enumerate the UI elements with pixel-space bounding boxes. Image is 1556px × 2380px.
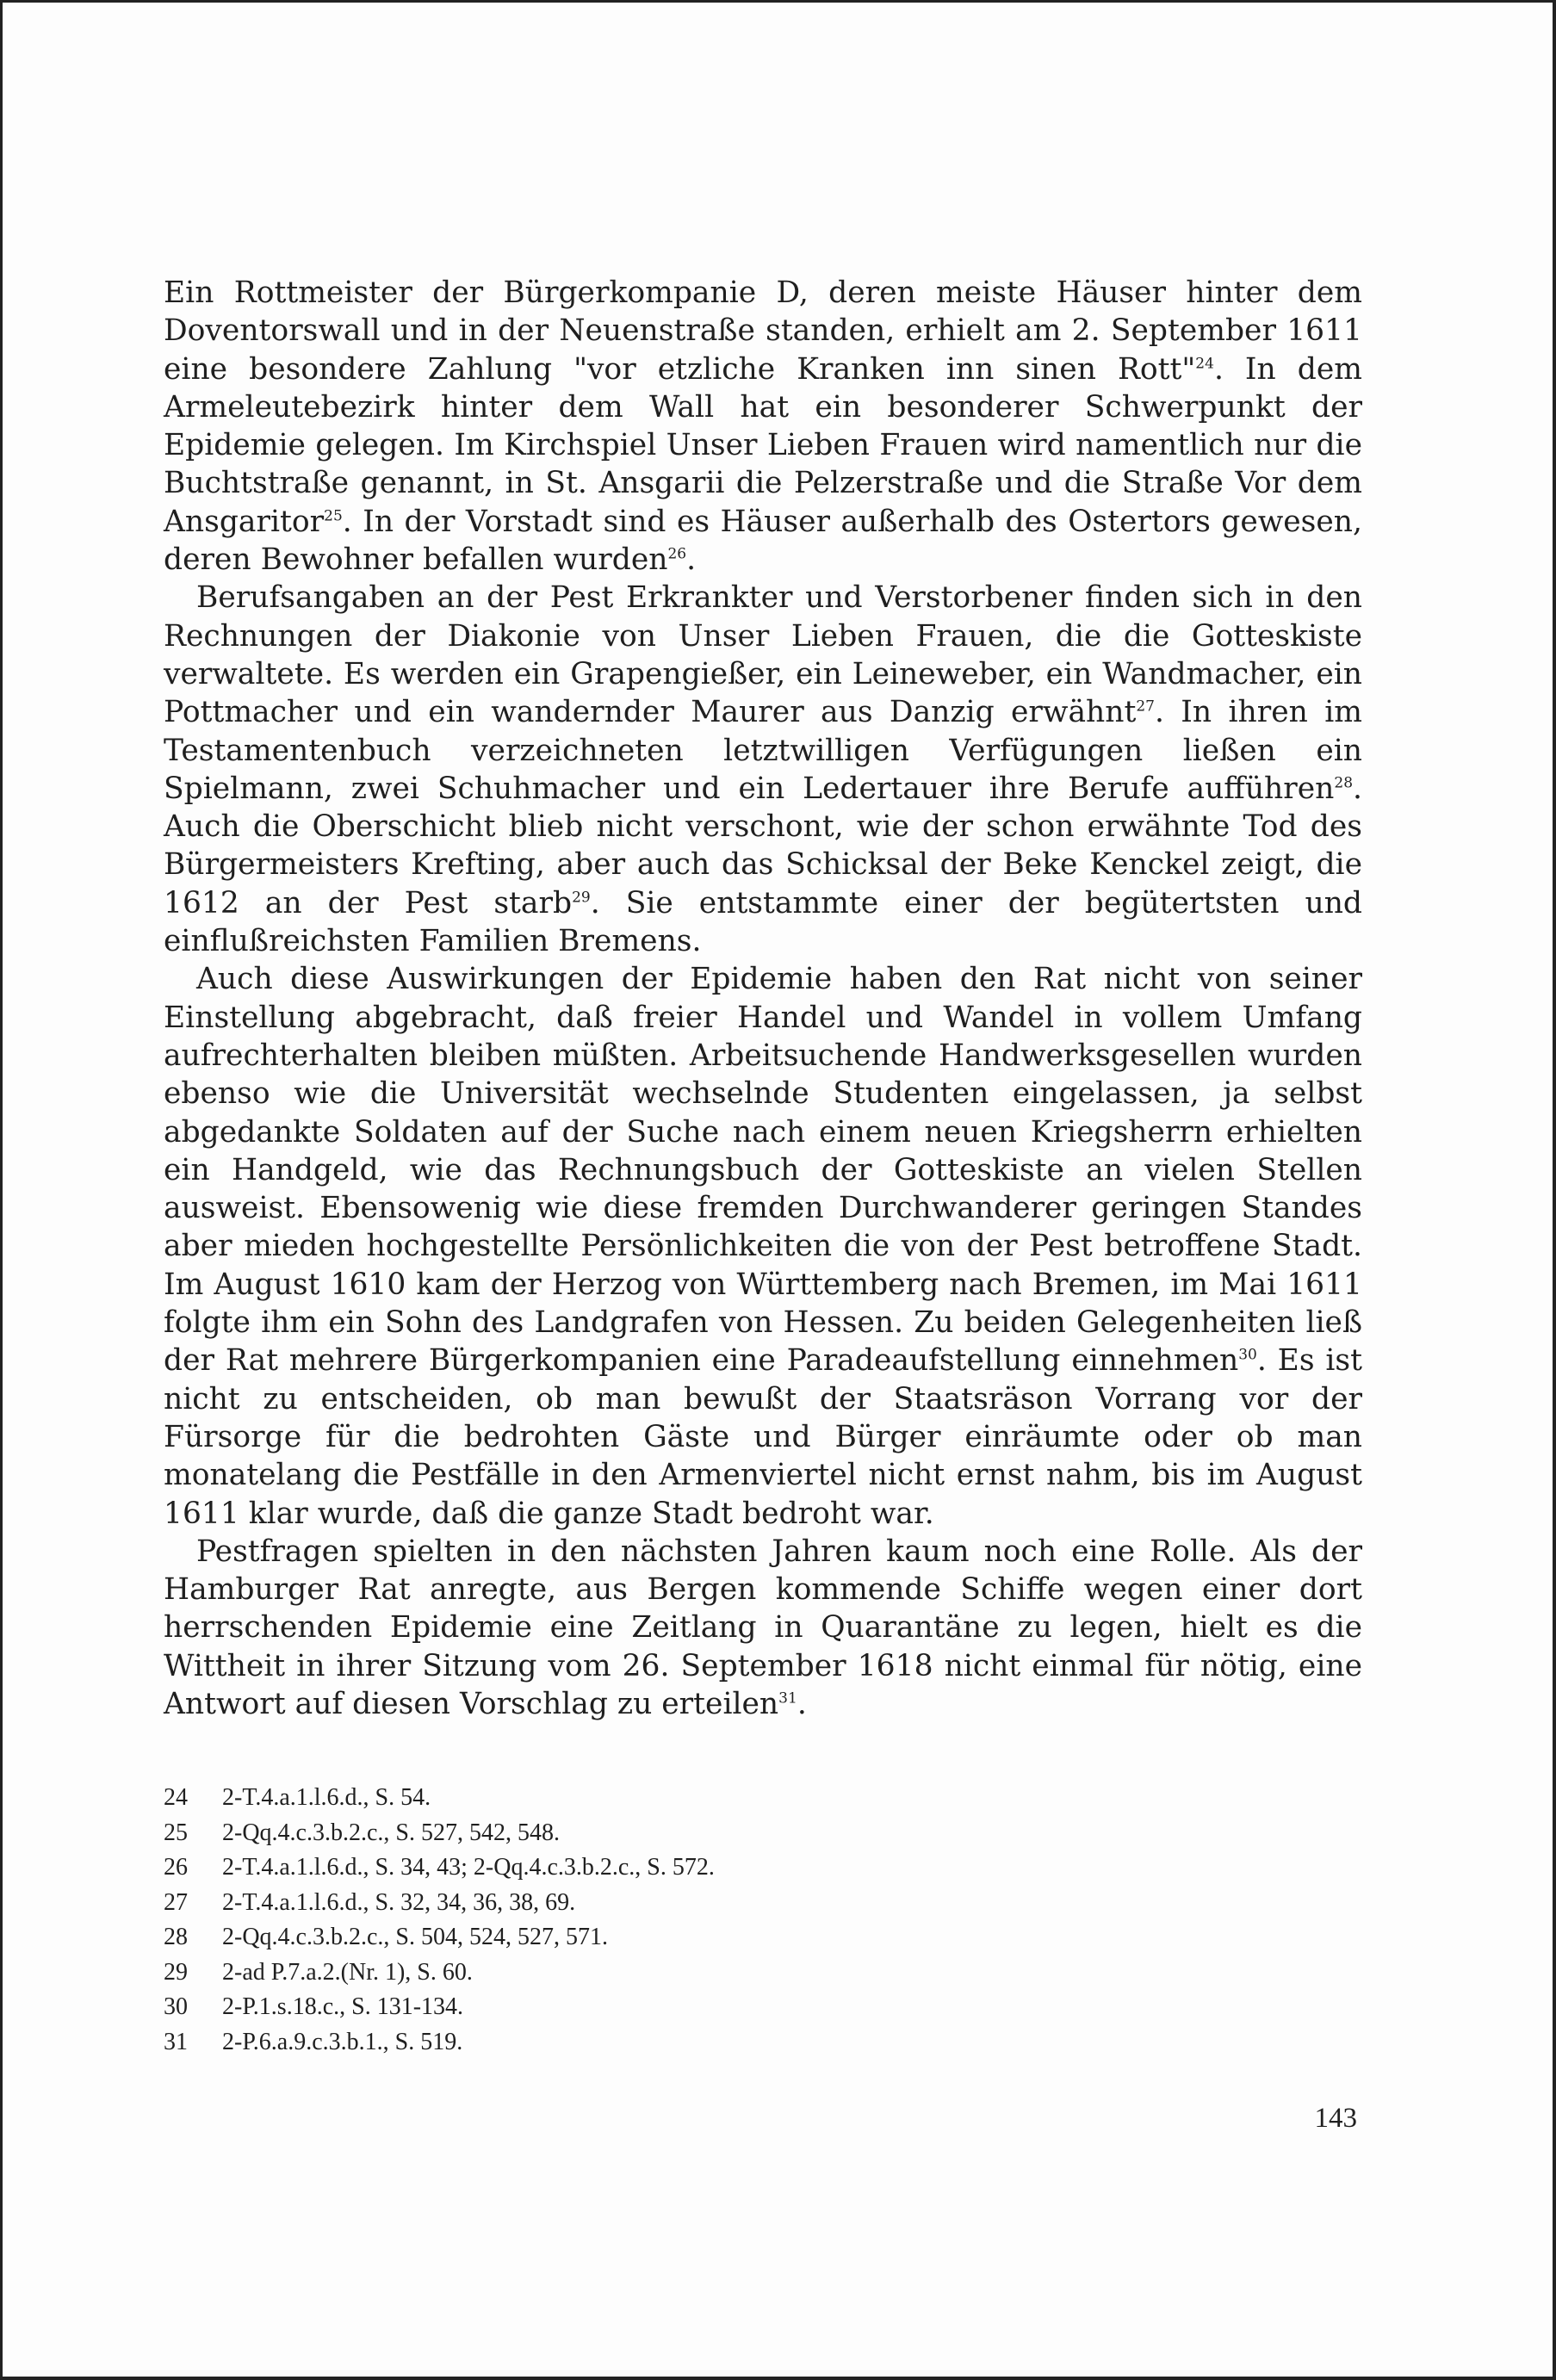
footnote-reference[interactable]: 26	[667, 545, 687, 563]
text-segment: .	[797, 1686, 807, 1721]
footnote	[164, 1955, 1111, 1991]
footnote-text: 2-Qq.4.c.3.b.2.c., S. 504, 524, 527, 571.	[222, 1924, 608, 1950]
footnote-reference[interactable]: 28	[1334, 774, 1354, 792]
text-segment: . In ihren im Testamentenbuch verzeichneten letztwilligen Verfügungen ließen ein Spielmann, zwei Schuhmacher und ein Ledertauer ihre Berufe aufführen	[164, 695, 1362, 806]
footnote-reference[interactable]: 27	[1136, 697, 1155, 716]
paragraph	[164, 1533, 1362, 1723]
paragraph	[164, 274, 1362, 579]
text-segment: . Es ist nicht zu entscheiden, ob man bewußt der Staatsräson Vorrang vor der Fürsorge für die bedrohten Gäste und Bürger einräumte oder ob man monatelang die Pestfälle in den Armenviertel nicht ernst nahm, bis im August 1611 klar wurde, daß die ganze Stadt bedroht war.	[164, 1343, 1362, 1531]
footnote-reference[interactable]: 29	[572, 889, 591, 907]
footnote	[164, 1850, 1111, 1886]
footnote-number: 29	[164, 1958, 188, 1986]
footnote-number: 30	[164, 1993, 188, 2020]
footnote-number: 25	[164, 1819, 188, 1846]
footnote	[164, 1990, 1111, 2025]
footnote-number: 24	[164, 1784, 188, 1811]
footnote-number: 26	[164, 1854, 188, 1881]
footnote-text: 2-Qq.4.c.3.b.2.c., S. 527, 542, 548.	[222, 1819, 560, 1846]
page-number: 143	[1314, 2103, 1357, 2134]
footnote	[164, 2025, 1111, 2061]
text-segment: . Auch die Oberschicht blieb nicht verschont, wie der schon erwähnte Tod des Bürgermeisters Krefting, aber auch das Schicksal der Beke Kenckel zeigt, die 1612 an der Pest starb	[164, 771, 1362, 920]
text-segment: . In der Vorstadt sind es Häuser außerhalb des Ostertors gewesen, deren Bewohner befallen wurden	[164, 504, 1362, 578]
text-segment: . Sie entstammte einer der begütertsten und einflußreichsten Familien Bremens.	[164, 885, 1363, 959]
footnote	[164, 1781, 1111, 1816]
footnote-reference[interactable]: 31	[778, 1689, 797, 1708]
footnote	[164, 1816, 1111, 1851]
footnotes	[164, 1781, 1111, 2060]
footnote-reference[interactable]: 30	[1238, 1346, 1257, 1364]
text-segment: Pestfragen spielten in den nächsten Jahren kaum noch eine Rolle. Als der Hamburger Rat anregte, aus Bergen kommende Schiffe wegen einer dort herrschenden Epidemie eine Zeitlang in Quarantäne zu legen, hielt es die Wittheit in ihrer Sitzung vom 26. September 1618 nicht einmal für nötig, eine Antwort auf diesen Vorschlag zu erteilen	[164, 1534, 1362, 1721]
footnote-number: 27	[164, 1888, 188, 1916]
paragraph	[164, 960, 1362, 1532]
footnote	[164, 1886, 1111, 1921]
footnote-text: 2-ad P.7.a.2.(Nr. 1), S. 60.	[222, 1958, 473, 1986]
footnote-text: 2-P.1.s.18.c., S. 131-134.	[222, 1993, 464, 2020]
footnote-text: 2-T.4.a.1.l.6.d., S. 54.	[222, 1784, 431, 1811]
text-segment: Auch diese Auswirkungen der Epidemie haben den Rat nicht von seiner Einstellung abgebracht, daß freier Handel und Wandel in vollem Umfang aufrechterhalten bleiben müßten. Arbeitsuchende Handwerksgesellen wurden ebenso wie die Universität wechselnde Studenten eingelassen, ja selbst abgedankte Soldaten auf der Suche nach einem neuen Kriegsherrn erhielten ein Handgeld, wie das Rechnungsbuch der Gotteskiste an vielen Stellen ausweist. Ebensowenig wie diese fremden Durchwanderer geringen Standes aber mieden hochgestellte Persönlichkeiten die von der Pest betroffene Stadt. Im August 1610 kam der Herzog von Württemberg nach Bremen, im Mai 1611 folgte ihm ein Sohn des Landgrafen von Hessen. Zu beiden Gelegenheiten ließ der Rat mehrere Bürgerkompanien eine Paradeaufstellung einnehmen	[164, 962, 1362, 1379]
paragraph	[164, 579, 1362, 960]
footnote-number: 31	[164, 2028, 188, 2055]
text-segment: . In dem Armeleutebezirk hinter dem Wall hat ein besonderer Schwerpunkt der Epidemie gelegen. Im Kirchspiel Unser Lieben Frauen wird namentlich nur die Buchtstraße genannt, in St. Ansgarii die Pelzerstraße und die Straße Vor dem Ansgaritor	[164, 351, 1363, 539]
footnote-text: 2-T.4.a.1.l.6.d., S. 34, 43; 2-Qq.4.c.3.b.2.c., S. 572.	[222, 1854, 715, 1881]
text-segment: Berufsangaben an der Pest Erkrankter und Verstorbener finden sich in den Rechnungen der Diakonie von Unser Lieben Frauen, die die Gotteskiste verwaltete. Es werden ein Grapengießer, ein Leineweber, ein Wandmacher, ein Pottmacher und ein wandernder Maurer aus Danzig erwähnt	[164, 580, 1362, 730]
footnote-text: 2-T.4.a.1.l.6.d., S. 32, 34, 36, 38, 69.	[222, 1888, 576, 1916]
footnote-reference[interactable]: 25	[324, 507, 343, 525]
text-segment: Ein Rottmeister der Bürgerkompanie D, deren meiste Häuser hinter dem Doventorswall und in der Neuenstraße standen, erhielt am 2. September 1611 eine besondere Zahlung "vor etzliche Kranken inn sinen Rott"	[164, 276, 1362, 387]
main-text	[164, 274, 1362, 1723]
footnote	[164, 1920, 1111, 1955]
footnote-number: 28	[164, 1924, 188, 1950]
footnote-text: 2-P.6.a.9.c.3.b.1., S. 519.	[222, 2028, 463, 2055]
text-segment: .	[686, 542, 697, 578]
footnote-reference[interactable]: 24	[1195, 355, 1214, 373]
